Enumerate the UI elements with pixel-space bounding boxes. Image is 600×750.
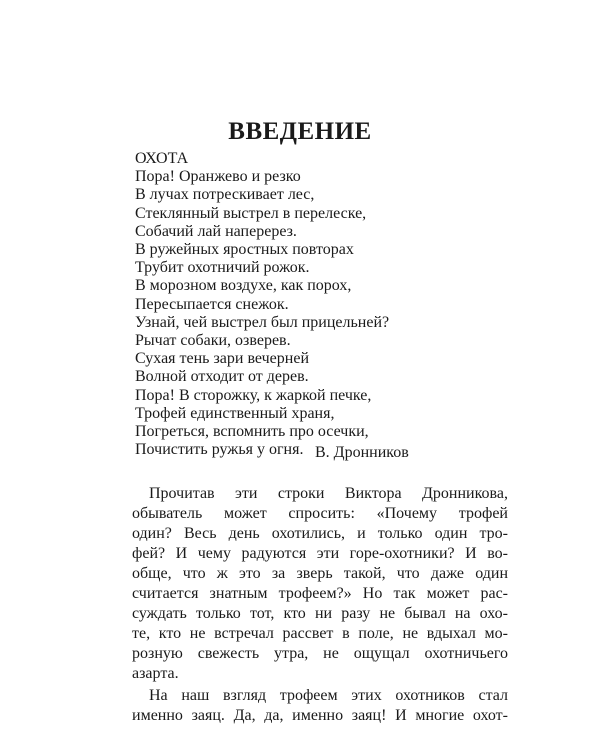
paragraph xyxy=(132,484,508,684)
poem-line: Стеклянный выстрел в перелеске, xyxy=(135,204,367,222)
poem-line: В ружейных яростных повторах xyxy=(135,241,354,259)
poem-title: ОХОТА xyxy=(135,150,189,167)
text-line: суждать только тот, кто ни разу не бывал на охо- xyxy=(132,605,508,622)
poem-line: Пора! В сторожку, к жаркой печке, xyxy=(135,386,372,404)
poem-line: В морозном воздухе, как порох, xyxy=(135,277,352,295)
poem-line: Собачий лай наперерез. xyxy=(135,222,297,240)
text-line: обще, что ж это за зверь такой, что даже один xyxy=(132,565,508,582)
poem-line: В лучах потрескивает лес, xyxy=(135,186,315,204)
poem-line: Пора! Оранжево и резко xyxy=(135,168,301,186)
text-line: Прочитав эти строки Виктора Дронникова, xyxy=(149,485,508,502)
paragraph xyxy=(132,686,508,726)
text-line: считается знатным трофеем?» Но так может рас- xyxy=(132,585,508,602)
text-line: один? Весь день охотились, и только один тро- xyxy=(132,525,508,542)
poem-line: Волной отходит от дерев. xyxy=(135,368,309,386)
text-line: фей? И чему радуются эти горе-охотники? И во- xyxy=(132,545,508,562)
poem-line: Почистить ружья у огня. xyxy=(135,441,304,459)
body-text xyxy=(132,484,508,726)
poem xyxy=(135,150,435,459)
poem-line: Рычат собаки, озверев. xyxy=(135,332,291,350)
poem-line: Трубит охотничий рожок. xyxy=(135,259,310,277)
text-line: именно заяц. Да, да, именно заяц! И многие охот- xyxy=(132,707,508,724)
poem-line: Узнай, чей выстрел был прицельней? xyxy=(135,313,390,331)
text-line: На наш взгляд трофеем этих охотников стал xyxy=(149,687,508,704)
text-line: те, кто не встречал рассвет в поле, не вдыхал мо- xyxy=(132,625,508,642)
poem-line: Сухая тень зари вечерней xyxy=(135,350,309,368)
poem-author: В. Дронников xyxy=(315,444,409,461)
poem-line: Пересыпается снежок. xyxy=(135,295,289,313)
poem-line: Трофей единственный храня, xyxy=(135,404,335,422)
poem-line: Погреться, вспомнить про осечки, xyxy=(135,423,369,441)
text-line: азарта. xyxy=(132,665,179,682)
chapter-heading: ВВЕДЕНИЕ xyxy=(228,118,372,145)
text-line: розную свежесть утра, не ощущал охотничьего xyxy=(132,645,508,662)
text-line: обыватель может спросить: «Почему трофей xyxy=(132,505,508,522)
